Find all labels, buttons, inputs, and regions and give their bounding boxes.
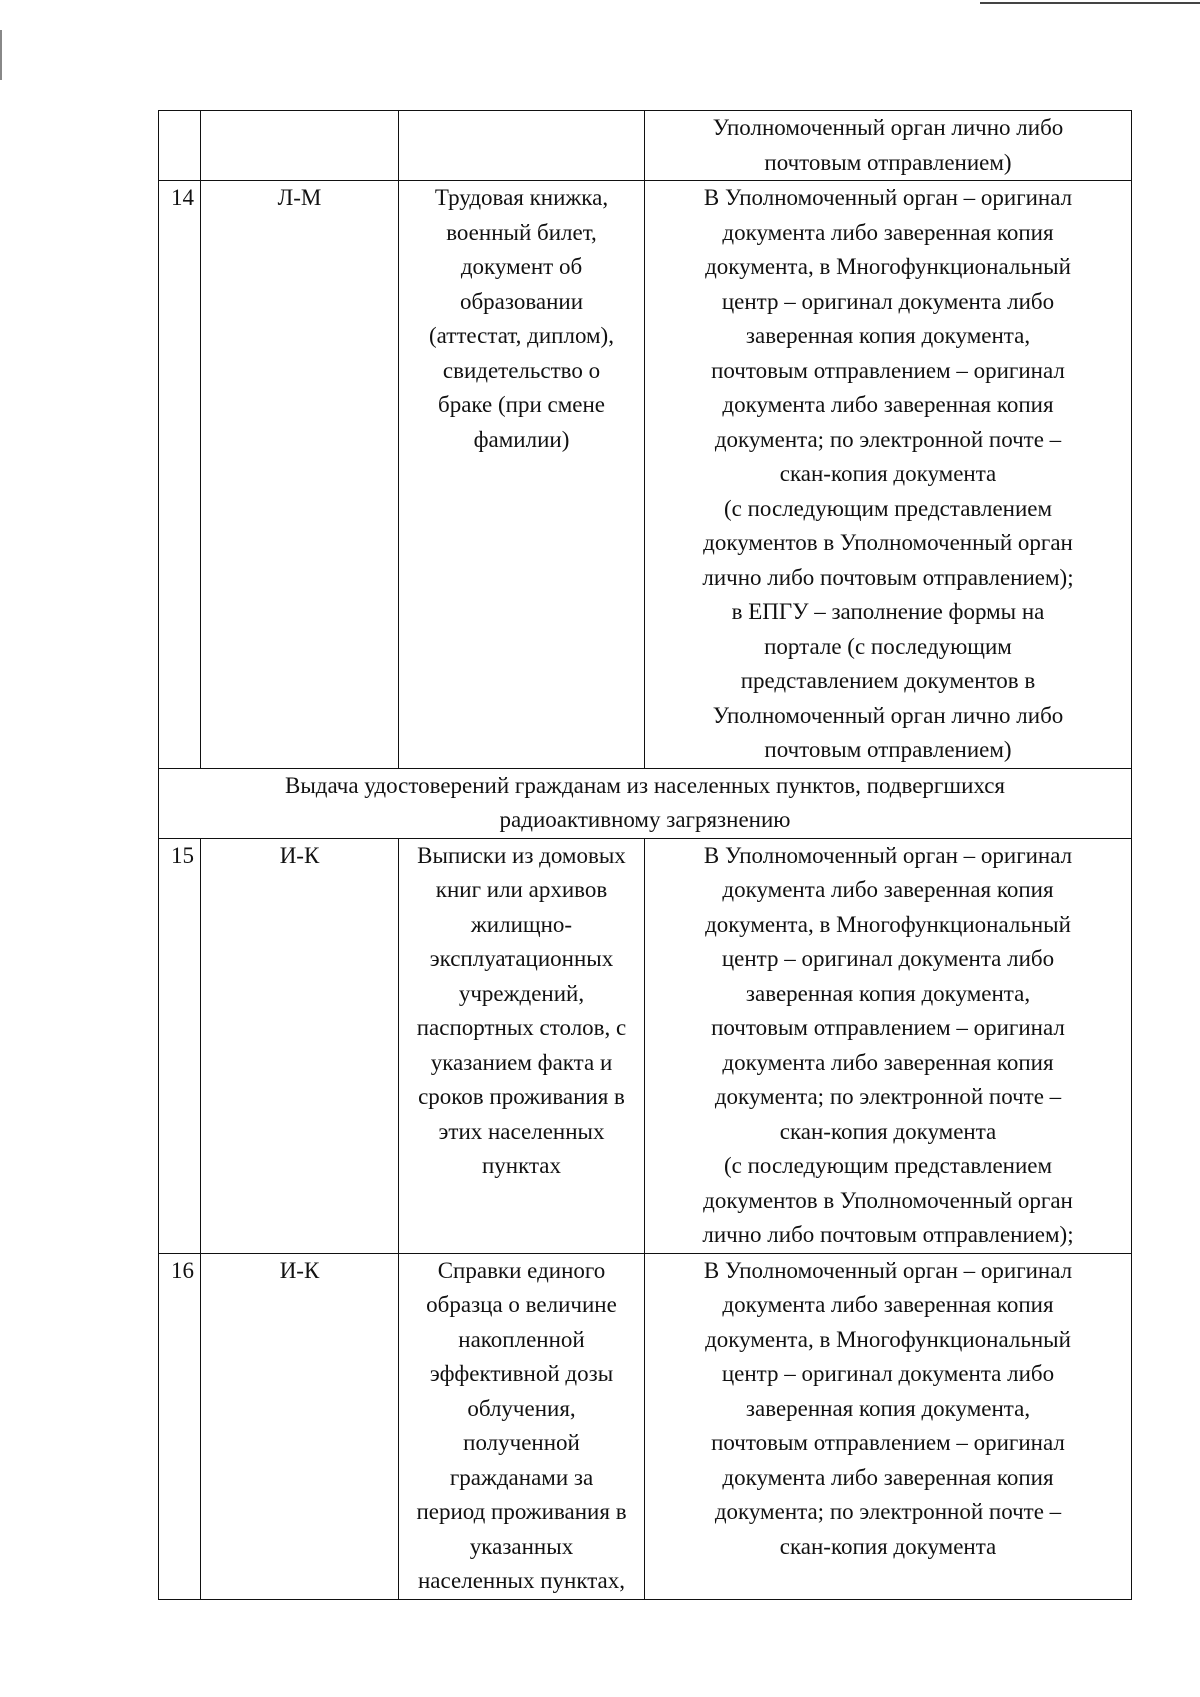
submission-method-cell [645,838,1132,1253]
documents-cell [399,1253,645,1599]
documents-text: Трудовая книжка, военный билет, документ об образовании (аттестат, диплом), свидетельство о браке (при смене фамилии) [429,185,614,452]
section-header-row [159,768,1132,838]
row-number-cell [159,181,201,769]
submission-method-text: В Уполномоченный орган – оригинал документа либо заверенная копия документа, в Многофункциональный центр – оригинал документа либо заверенная копия документа, почтовым отправлением – оригинал документа либо заверенная копия документа; по электронной почте – скан-копия документа (с последующим представлением документов в Уполномоченный орган лично либо почтовым отправлением); [702,842,1074,1247]
table-row-14 [159,181,1132,769]
documents-text: Выписки из домовых книг или архивов жилищно- эксплуатационных учреждений, паспортных столов, с указанием факта и сроков проживания в этих населенных пунктах [416,842,627,1178]
surname-letters: И-К [279,842,320,868]
scan-edge-mark [0,30,2,80]
letters-cell [201,1253,399,1599]
documents-table [158,110,1132,1600]
letters-cell [201,111,399,181]
row-number-cell [159,111,201,181]
surname-letters: Л-М [277,185,322,210]
section-title: Выдача удостоверений гражданам из населенных пунктов, подвергшихся радиоактивному загрязнению [285,772,1005,832]
section-title-cell [159,768,1132,838]
row-number: 14 [171,185,194,210]
documents-text: Справки единого образца о величине накопленной эффективной дозы облучения, полученной гражданами за период проживания в указанных населенных пунктах, [416,1257,627,1593]
row-number-cell [159,1253,201,1599]
submission-method-cell [645,111,1132,181]
documents-cell [399,838,645,1253]
submission-method-text: В Уполномоченный орган – оригинал документа либо заверенная копия документа, в Многофункциональный центр – оригинал документа либо заверенная копия документа, почтовым отправлением – оригинал документа либо заверенная копия документа; по электронной почте – скан-копия документа (с последующим представлением документов в Уполномоченный орган лично либо почтовым отправлением); в ЕПГУ – заполнение формы на портале (с последующим представлением документов в Уполномоченный орган лично либо почтовым отправлением) [702,185,1074,762]
table-row-15 [159,838,1132,1253]
submission-method-text: Уполномоченный орган лично либо почтовым отправлением) [712,115,1064,175]
table-row-16 [159,1253,1132,1599]
letters-cell [201,838,399,1253]
letters-cell [201,181,399,769]
row-number-cell [159,838,201,1253]
documents-cell [399,181,645,769]
documents-cell [399,111,645,181]
submission-method-text: В Уполномоченный орган – оригинал документа либо заверенная копия документа, в Многофункциональный центр – оригинал документа либо заверенная копия документа, почтовым отправлением – оригинал документа либо заверенная копия документа; по электронной почте – скан-копия документа [703,1257,1073,1559]
surname-letters: И-К [279,1257,320,1283]
submission-method-cell [645,1253,1132,1599]
scan-edge-line [980,2,1200,4]
row-number: 15 [171,842,194,868]
row-number: 16 [171,1257,194,1283]
submission-method-cell [645,181,1132,769]
table-row-continuation [159,111,1132,181]
